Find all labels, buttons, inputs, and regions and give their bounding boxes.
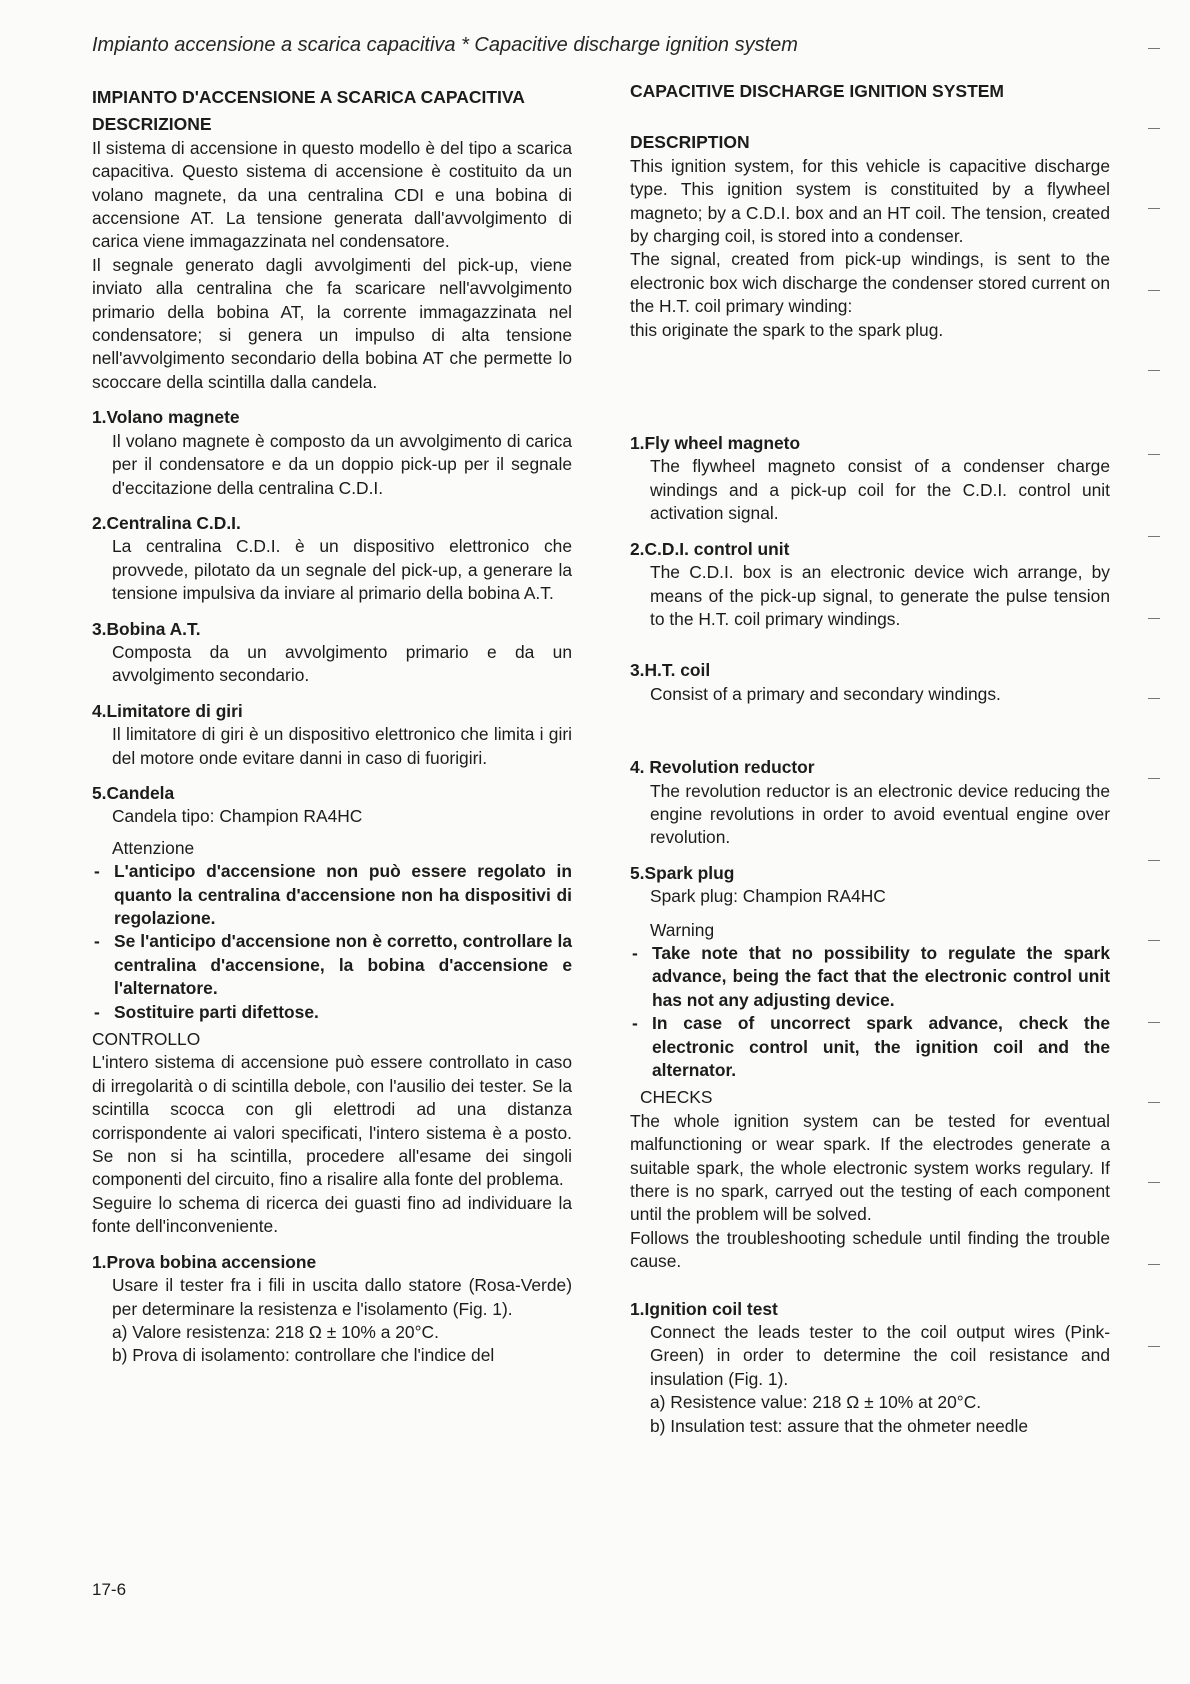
description-heading: DESCRIPTION (630, 132, 750, 153)
description-paragraph: Il sistema di accensione in questo modello è del tipo a scarica capacitiva. Questo sistema di accensione è costituito da un volano magnete, da una centralina CDI e una bobina di accensione AT. La tensione generata dall'avvolgimento di carica viene immagazzinata nel condensatore. (92, 137, 572, 252)
warning-title: Attenzione (112, 837, 195, 858)
component-item (92, 782, 572, 829)
component-item (92, 512, 572, 606)
test-resistance: a) Valore resistenza: 218 Ω ± 10% a 20°C. (112, 1321, 439, 1342)
description-paragraph: This ignition system, for this vehicle is capacitive discharge type. This ignition system is constituited by a flywheel magneto; by a C.D.I. box and an HT coil. The tension, created by charging coil, is stored into a condenser. (630, 155, 1110, 247)
component-title: 2.Centralina C.D.I. (92, 512, 241, 533)
margin-mark (1148, 454, 1160, 455)
component-body: The flywheel magneto consist of a condenser charge windings and a pick-up coil for the C.D.I. control unit activation signal. (650, 456, 1110, 524)
warning-item: - Take note that no possibility to regulate the spark advance, being the fact that the electronic control unit has not any adjusting device. (630, 942, 1110, 1012)
component-item (630, 432, 1110, 526)
margin-mark (1148, 48, 1160, 49)
margin-mark (1148, 370, 1160, 371)
margin-mark (1148, 290, 1160, 291)
component-item (630, 659, 1110, 706)
test-item (630, 1298, 1110, 1438)
description-paragraph: The signal, created from pick-up windings, is sent to the electronic box wich discharge the condenser stored current on the H.T. coil primary winding: (630, 249, 1110, 317)
component-body: Consist of a primary and secondary windings. (650, 683, 1001, 704)
component-title: 3.H.T. coil (630, 660, 711, 681)
description-paragraph: this originate the spark to the spark plug. (630, 319, 944, 340)
component-item (92, 618, 572, 688)
section-title: CAPACITIVE DISCHARGE IGNITION SYSTEM (630, 81, 1005, 101)
description-paragraph: Il segnale generato dagli avvolgimenti del pick-up, viene inviato alla centralina che fa scaricare nell'avvolgimento primario della bobina AT, la corrente immagazzinata nel condensatore; si genera un impulso di alta tensione nell'avvolgimento secondario della bobina AT che permette lo scoccare della scintilla dalla candela. (92, 254, 572, 392)
component-title: 1.Volano magnete (92, 407, 240, 428)
component-body: Il volano magnete è composto da un avvolgimento di carica per il condensatore e da un doppio pick-up per il segnale d'eccitazione della centralina C.D.I. (112, 430, 572, 498)
component-title: 5.Candela (92, 782, 175, 803)
margin-mark (1148, 1346, 1160, 1347)
check-heading: CONTROLLO (92, 1029, 201, 1050)
component-body: The revolution reductor is an electronic device reducing the engine revolutions in order to avoid eventual engine over revolution. (650, 780, 1110, 848)
margin-mark (1148, 128, 1160, 129)
test-body: Connect the leads tester to the coil output wires (Pink-Green) in order to determine the coil resistance and insulation (Fig. 1). (650, 1322, 1110, 1389)
component-body: La centralina C.D.I. è un dispositivo elettronico che provvede, pilotato da un segnale del pick-up, a generare la tensione impulsiva da inviare al primario della bobina A.T. (112, 536, 572, 604)
margin-mark (1148, 940, 1160, 941)
component-body: Composta da un avvolgimento primario e da un avvolgimento secondario. (112, 641, 572, 686)
component-body: The C.D.I. box is an electronic device wich arrange, by means of the pick-up signal, to generate the pulse tension to the H.T. coil primary windings. (650, 562, 1110, 629)
component-title: 2.C.D.I. control unit (630, 538, 790, 559)
margin-mark (1148, 1264, 1160, 1265)
running-header: Impianto accensione a scarica capacitiva * Capacitive discharge ignition system (92, 34, 798, 56)
component-body: Candela tipo: Champion RA4HC (112, 806, 363, 827)
test-title: 1.Ignition coil test (630, 1298, 778, 1319)
page-number: 17-6 (92, 1580, 127, 1599)
warning-list (630, 942, 1110, 1082)
test-insulation: b) Prova di isolamento: controllare che l'indice del (112, 1345, 495, 1366)
test-title: 1.Prova bobina accensione (92, 1251, 317, 1272)
warning-title: Warning (650, 919, 715, 940)
margin-mark (1148, 778, 1160, 779)
warning-item: - Se l'anticipo d'accensione non è corretto, controllare la centralina d'accensione, la bobina d'accensione e l'alternatore. (92, 930, 572, 1000)
margin-mark (1148, 1022, 1160, 1023)
test-item (92, 1251, 572, 1368)
english-column (630, 80, 1110, 1438)
description-heading: DESCRIZIONE (92, 114, 212, 135)
margin-mark (1148, 1182, 1160, 1183)
test-body: Usare il tester fra i fili in uscita dallo statore (Rosa-Verde) per determinare la resistenza e l'isolamento (Fig. 1). (112, 1275, 572, 1319)
component-body: Spark plug: Champion RA4HC (650, 886, 886, 907)
check-paragraph: Seguire lo schema di ricerca dei guasti fino ad individuare la fonte dell'inconveniente. (92, 1192, 572, 1237)
margin-mark (1148, 860, 1160, 861)
component-item (92, 700, 572, 770)
component-title: 5.Spark plug (630, 862, 735, 883)
margin-mark (1148, 618, 1160, 619)
component-item (630, 538, 1110, 632)
warning-item: - In case of uncorrect spark advance, check the electronic control unit, the ignition coil and the alternator. (630, 1012, 1110, 1082)
margin-mark (1148, 208, 1160, 209)
section-title: IMPIANTO D'ACCENSIONE A SCARICA CAPACITIVA (92, 87, 525, 107)
warning-list (92, 860, 572, 1024)
test-insulation: b) Insulation test: assure that the ohmeter needle (650, 1415, 1028, 1436)
margin-mark (1148, 1102, 1160, 1103)
check-paragraph: The whole ignition system can be tested for eventual malfunctioning or wear spark. If the electrodes generate a suitable spark, the whole electronic system works regulary. If there is no spark, carryed out the testing of each component until the problem will be solved. (630, 1110, 1110, 1225)
component-item (92, 406, 572, 500)
margin-mark (1148, 698, 1160, 699)
margin-mark (1148, 536, 1160, 537)
check-paragraph: Follows the troubleshooting schedule until finding the trouble cause. (630, 1227, 1110, 1272)
component-body: Il limitatore di giri è un dispositivo elettronico che limita i giri del motore onde evitare danni in caso di fuorigiri. (112, 724, 572, 768)
test-resistance: a) Resistence value: 218 Ω ± 10% at 20°C. (650, 1392, 982, 1413)
italian-column (92, 86, 572, 1368)
warning-item: - Sostituire parti difettose. (92, 1001, 572, 1024)
check-paragraph: L'intero sistema di accensione può essere controllato in caso di irregolarità o di scintilla debole, con l'ausilio dei tester. Se la scintilla scocca con gli elettrodi ad una distanza corrispondente ai valori specificati, l'intero sistema è a posto. Se non si ha scintilla, procedere all'esame dei singoli componenti del circuito, fino a risalire alla fonte del problema. (92, 1052, 572, 1190)
component-title: 3.Bobina A.T. (92, 618, 201, 639)
check-heading: CHECKS (640, 1087, 713, 1108)
component-title: 4.Limitatore di giri (92, 700, 243, 721)
component-item (630, 862, 1110, 909)
warning-item: - L'anticipo d'accensione non può essere regolato in quanto la centralina d'accensione non ha dispositivi di regolazione. (92, 860, 572, 930)
component-title: 4. Revolution reductor (630, 757, 815, 778)
component-title: 1.Fly wheel magneto (630, 433, 801, 454)
component-item (630, 756, 1110, 850)
